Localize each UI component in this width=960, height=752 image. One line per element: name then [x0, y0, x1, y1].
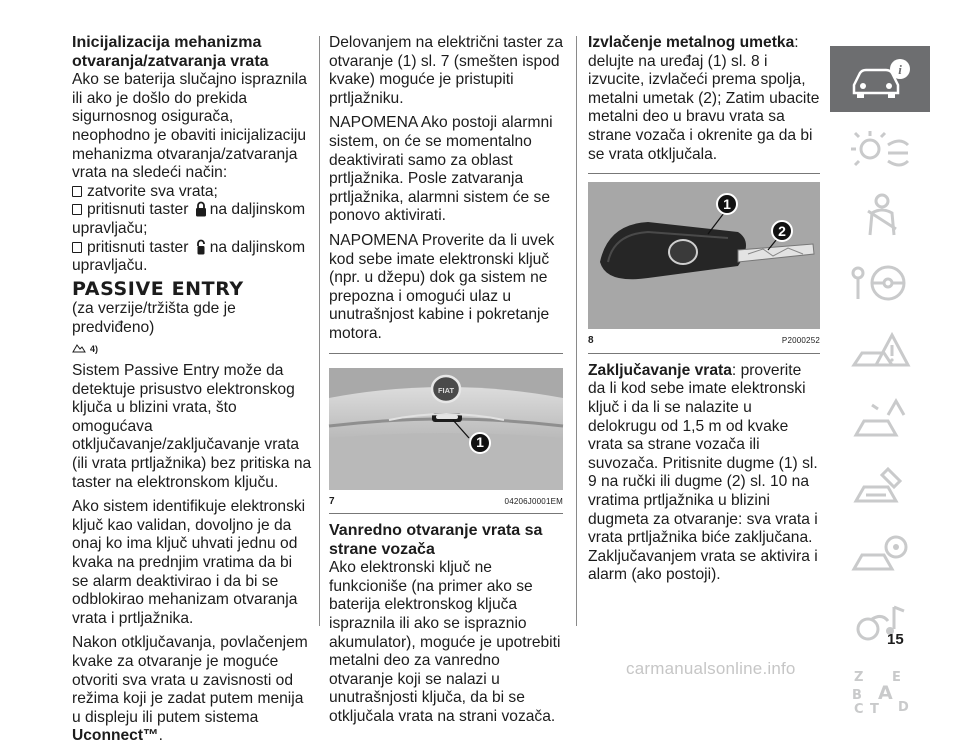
- passive-entry-p3: [72, 634, 312, 746]
- column-right: [588, 34, 820, 591]
- callout-2: 2: [771, 220, 793, 242]
- figure-8-code: P2000252: [781, 336, 820, 346]
- page-number: 15: [887, 631, 904, 648]
- heading-line-1: Inicijalizacija mehanizma: [72, 34, 262, 51]
- tab-index[interactable]: [830, 658, 930, 724]
- index-icon: [848, 667, 912, 715]
- tab-maintenance[interactable]: [830, 454, 930, 520]
- column-divider: [319, 36, 320, 626]
- step-2-text-b: na daljinskom upravljaču;: [72, 201, 306, 237]
- tab-warnings[interactable]: [830, 318, 930, 384]
- trunk-opening-text: Delovanjem na električni taster za otvaranje (1) sl. 7 (smešten ispod kvake) moguće je pristupiti prtljažniku.: [329, 34, 564, 107]
- figure-7-caption: [329, 493, 563, 512]
- index-letter: E: [892, 670, 901, 685]
- warning-icon: [848, 327, 912, 375]
- tab-safety[interactable]: [830, 182, 930, 248]
- column-left: [72, 34, 312, 752]
- passive-entry-subtitle: (za verzije/tržišta gde je predviđeno): [72, 300, 236, 336]
- tab-car-info[interactable]: [830, 46, 930, 112]
- callout-1: 1: [469, 432, 491, 454]
- note-reference: [72, 340, 98, 359]
- lock-closed-icon: [195, 201, 207, 217]
- index-letter: T: [870, 702, 879, 717]
- step-1: [72, 183, 312, 202]
- lock-open-icon: [195, 239, 207, 255]
- figure-top-rule: [329, 353, 563, 354]
- chapter-sidebar: [830, 46, 930, 726]
- checkbox-bullet-icon: [72, 204, 82, 215]
- passive-entry-p2: Ako sistem identifikuje elektronski ključ kao validan, dovoljno je da onaj ko ima ključ uhvati jednu od kvaka na prednjim vratima da bi se alarm deaktivirao i da bi se odblokirao mehanizam otvaranja vrata i prtljažnika.: [72, 498, 306, 627]
- figure-top-rule: [588, 173, 820, 174]
- initialization-intro: Ako se baterija slučajno ispraznila ili ako je došlo do prekida sigurnosnog osigurača, neophodno je obaviti inicijalizaciju mehanizma otvaranja/zatvaranja vrata na sledeći način:: [72, 71, 307, 182]
- watermark: carmanualsonline.info: [626, 659, 796, 678]
- metal-insert-text: [588, 34, 820, 164]
- emergency-opening-heading: Vanredno otvaranje vrata sa strane vozača: [329, 522, 543, 558]
- step-3-text-a: pritisnuti taster: [87, 238, 189, 256]
- uconnect-brand: Uconnect™: [72, 727, 159, 745]
- note-reference-number: 4): [90, 343, 99, 354]
- locking-text: [588, 362, 820, 585]
- starting-driving-icon: [848, 259, 912, 307]
- tab-emergency[interactable]: [830, 386, 930, 452]
- step-3-text-b: na daljinskom upravljaču.: [72, 238, 306, 275]
- step-3: [72, 239, 312, 276]
- passive-entry-p3-text: Nakon otključavanja, povlačenjem kvake za otvaranje je moguće otvoriti sva vrata u zavisnosti od režima koji je zadat putem menija u displeju ili putem sistema: [72, 634, 308, 726]
- metal-insert-label: Izvlačenje metalnog umetka: [588, 34, 795, 51]
- step-2: [72, 201, 312, 238]
- figure-8-number: 8: [588, 335, 594, 347]
- section-heading-initialization: [72, 34, 312, 71]
- dashboard-lights-icon: [848, 123, 912, 171]
- passive-entry-p1: Sistem Passive Entry može da detektuje prisustvo elektronskog ključa u blizini vrata, što omogućava otključavanje/zaključavanje vrata (ili vrata prtljažnika) bez pritiska na taster na elektronskom ključu.: [72, 362, 312, 491]
- heading-line-2: otvaranja/zatvaranja vrata: [72, 52, 269, 70]
- column-middle: [329, 34, 563, 733]
- figure-bottom-rule: [329, 513, 563, 514]
- emergency-opening-text: Ako elektronski ključ ne funkcioniše (na primer ako se baterija elektronskog ključa ispraznila ili ako se ispraznio akumulator), moguće je upotrebiti metalni deo za vanredno otvaranje koji se nalazi u unutrašnjosti ključa, da bi se otključala vrata na strani vozača.: [329, 559, 561, 726]
- locking-body: : proverite da li kod sebe imate elektronski ključ i da li se nalazite u delokrugu od 1,5 m od kvake vrata sa strane vozača ili suvozača. Pritisnite dugme (1) sl. 9 na ručki ili dugme (2) sl. 10 na vratima prtljažnika u blizini dugmeta za otvaranje: sva vrata i vrata prtljažnika biće zaključana. Zaključavanjem vrata se aktivira i alarm (ako postoji).: [588, 361, 818, 584]
- figure-7-number: 7: [329, 495, 335, 507]
- technical-data-icon: [848, 531, 912, 579]
- figure-8-key: [588, 182, 820, 329]
- checkbox-bullet-icon: [72, 186, 82, 197]
- callout-1: 1: [716, 193, 738, 215]
- step-1-text: zatvorite sva vrata;: [87, 182, 218, 200]
- step-2-text-a: pritisnuti taster: [87, 201, 189, 219]
- maintenance-icon: [848, 463, 912, 511]
- figure-7-code: 04206J0001EM: [504, 496, 563, 506]
- column-divider: [576, 36, 577, 626]
- tab-technical-data[interactable]: [830, 522, 930, 588]
- figure-7-trunk: [329, 368, 563, 490]
- index-letter: C: [854, 702, 864, 717]
- figure-bottom-rule: [588, 353, 820, 354]
- period: .: [158, 727, 163, 745]
- hand-note-icon: [72, 343, 86, 354]
- index-letter: A: [878, 682, 893, 704]
- index-letter: D: [898, 700, 909, 715]
- checkbox-bullet-icon: [72, 242, 82, 253]
- passive-entry-title: PASSIVE ENTRY: [72, 277, 244, 300]
- trunk-photo: [329, 368, 563, 490]
- emergency-icon: [848, 395, 912, 443]
- svg-text:i: i: [898, 62, 902, 77]
- tab-multimedia[interactable]: [830, 590, 930, 656]
- car-info-icon: [848, 55, 912, 103]
- locking-label: Zaključavanje vrata: [588, 361, 732, 379]
- tab-dashboard-lights[interactable]: [830, 114, 930, 180]
- fiat-logo-text: FIAT: [437, 385, 455, 395]
- tab-starting-driving[interactable]: [830, 250, 930, 316]
- index-letter: Z: [854, 670, 864, 685]
- note-alarm: NAPOMENA Ako postoji alarmni sistem, on će se momentalno deaktivirati samo za oblast prtljažnika. Posle zatvaranja prtljažnika, alarmni sistem će se ponovo aktivirati.: [329, 114, 553, 225]
- figure-8-caption: [588, 332, 820, 351]
- safety-icon: [848, 191, 912, 239]
- index-letter: B: [852, 688, 862, 703]
- key-photo: [588, 182, 820, 329]
- metal-insert-body: : delujte na uređaj (1) sl. 8 i izvucite, izvlačeći prema spolja, metalni umetak (2); Zatim ubacite metalni deo u bravu vrata sa strane vozača i okrenite ga da bi se vrata otključala.: [588, 34, 820, 163]
- note-key: NAPOMENA Proverite da li uvek kod sebe imate elektronski ključ (npr. u džepu) dok ga sistem ne prepozna i omogući ulaz u unutrašnjost kabine i pokretanje motora.: [329, 231, 555, 342]
